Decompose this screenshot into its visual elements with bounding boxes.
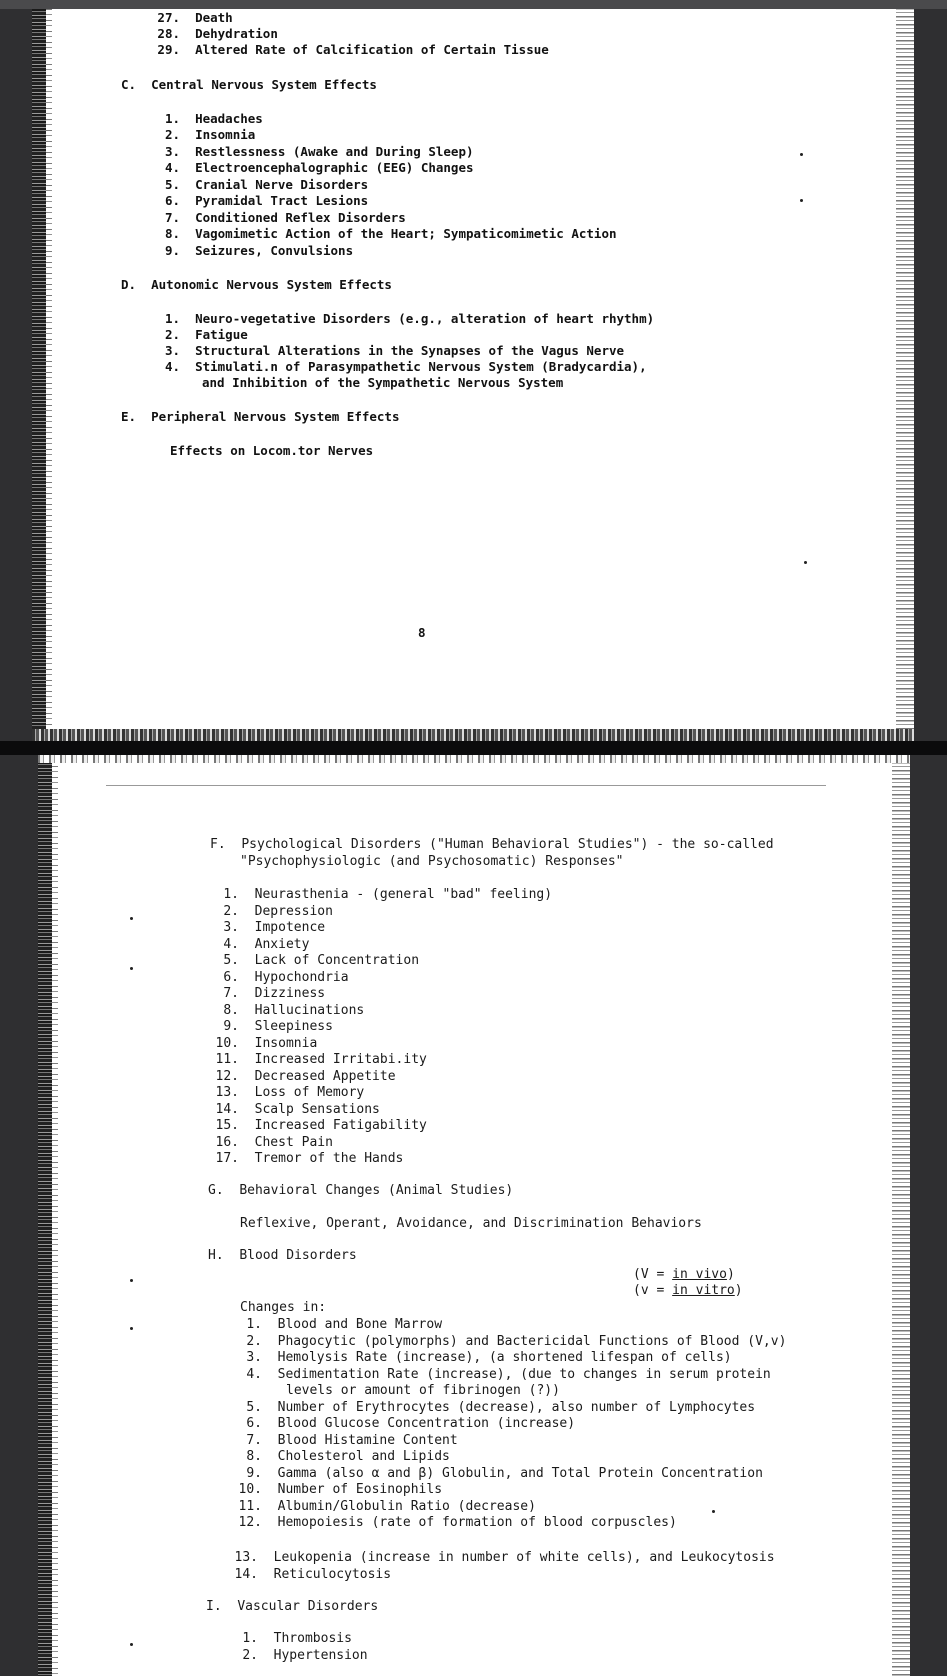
list-item-continuation: and Inhibition of the Sympathetic Nervous System (202, 375, 564, 390)
list-item: 9. Seizures, Convulsions (164, 243, 354, 258)
scan-speck (800, 199, 803, 202)
document-page-1[interactable] (32, 9, 914, 741)
scan-speck (800, 153, 803, 156)
list-item: 11. Increased Irritabi.ity (215, 1052, 427, 1067)
list-item: 16. Chest Pain (215, 1134, 333, 1150)
list-item: 27. Death (157, 10, 233, 25)
list-item: 13. Leukopenia (increase in number of white cells), and Leukocytosis (234, 1550, 775, 1565)
list-item: 4. Stimulati.n of Parasympathetic Nervous System (Bradycardia), (164, 359, 647, 374)
list-item: 2. Depression (223, 903, 333, 919)
scan-edge-bottom (32, 729, 914, 741)
section-heading-c: C. Central Nervous System Effects (121, 77, 377, 92)
scan-edge-right (896, 9, 914, 741)
list-item: 5. Cranial Nerve Disorders (164, 177, 369, 192)
page-gap (0, 741, 947, 755)
list-item: 28. Dehydration (157, 26, 278, 41)
list-item: 9. Gamma (also α and β) Globulin, and Total Protein Concentration (246, 1465, 763, 1481)
list-item: 3. Structural Alterations in the Synapses of the Vagus Nerve (164, 343, 625, 358)
list-item: 11. Albumin/Globulin Ratio (decrease) (238, 1498, 536, 1514)
list-item: 2. Fatigue (164, 327, 248, 342)
section-heading-d: D. Autonomic Nervous System Effects (121, 277, 392, 292)
scan-edge-left (38, 755, 52, 1676)
list-item: 3. Hemolysis Rate (increase), (a shortened lifespan of cells) (246, 1350, 732, 1365)
list-item: 1. Thrombosis (242, 1631, 352, 1646)
scan-edge-right (892, 755, 910, 1676)
scan-speck (130, 917, 133, 920)
scan-speck (712, 1510, 715, 1513)
list-item: 8. Hallucinations (223, 1002, 365, 1018)
list-item: 17. Tremor of the Hands (215, 1151, 404, 1166)
list-item: 3. Restlessness (Awake and During Sleep) (164, 144, 474, 159)
section-heading-g: G. Behavioral Changes (Animal Studies) (208, 1183, 514, 1198)
scan-speck (130, 1643, 133, 1646)
section-body-e: Effects on Locom.tor Nerves (170, 443, 374, 458)
list-item: 10. Insomnia (215, 1035, 318, 1051)
list-item: 4. Anxiety (223, 936, 310, 952)
list-item: 1. Headaches (164, 111, 263, 126)
list-item: 1. Neurasthenia - (general "bad" feeling) (223, 887, 553, 902)
list-item: 5. Number of Erythrocytes (decrease), also number of Lymphocytes (246, 1399, 756, 1415)
list-item: 4. Sedimentation Rate (increase), (due to changes in serum protein (246, 1366, 771, 1382)
legend-in-vivo: (V = in vivo) (633, 1267, 735, 1282)
list-item: 29. Altered Rate of Calcification of Certain Tissue (157, 42, 549, 57)
scan-rule (106, 785, 826, 786)
scan-edge-left-inner (46, 9, 52, 741)
list-item: 10. Number of Eosinophils (238, 1482, 443, 1497)
list-item: 4. Electroencephalographic (EEG) Changes (164, 160, 474, 175)
section-heading-f: F. Psychological Disorders ("Human Behavioral Studies") - the so-called (210, 837, 774, 852)
list-item: 7. Dizziness (223, 986, 326, 1001)
scan-speck (130, 1327, 133, 1330)
list-item: 14. Reticulocytosis (234, 1566, 392, 1582)
list-item: 5. Lack of Concentration (223, 953, 420, 968)
section-heading-i: I. Vascular Disorders (206, 1599, 379, 1614)
viewer-top-strip (0, 0, 947, 9)
list-item: 3. Impotence (223, 920, 326, 935)
list-item: 2. Phagocytic (polymorphs) and Bactericidal Functions of Blood (V,v) (246, 1333, 787, 1349)
section-heading-f-line2: "Psychophysiologic (and Psychosomatic) Responses" (240, 854, 624, 869)
page-number: 8 (418, 625, 426, 640)
list-item: 7. Blood Histamine Content (246, 1432, 458, 1448)
section-body-g: Reflexive, Operant, Avoidance, and Discrimination Behaviors (240, 1216, 702, 1231)
list-item: 2. Insomnia (164, 127, 256, 142)
list-item: 8. Cholesterol and Lipids (246, 1449, 450, 1464)
changes-label: Changes in: (240, 1300, 327, 1315)
scan-edge-left-inner (52, 755, 58, 1676)
list-item: 13. Loss of Memory (215, 1085, 365, 1100)
scan-speck (130, 967, 133, 970)
scan-speck (130, 1279, 133, 1282)
scan-edge-left (32, 9, 46, 741)
list-item: 7. Conditioned Reflex Disorders (164, 210, 406, 225)
list-item: 14. Scalp Sensations (215, 1101, 380, 1117)
scan-speck (804, 561, 807, 564)
list-item-continuation: levels or amount of fibrinogen (?)) (286, 1383, 560, 1398)
list-item: 1. Blood and Bone Marrow (246, 1317, 443, 1332)
list-item: 8. Vagomimetic Action of the Heart; Sympaticomimetic Action (164, 226, 617, 241)
list-item: 6. Blood Glucose Concentration (increase) (246, 1416, 576, 1431)
document-page-2[interactable] (38, 755, 910, 1676)
list-item: 12. Hemopoiesis (rate of formation of blood corpuscles) (238, 1515, 677, 1530)
list-item: 9. Sleepiness (223, 1019, 333, 1034)
scan-edge-top (38, 755, 910, 763)
list-item: 12. Decreased Appetite (215, 1068, 396, 1084)
list-item: 2. Hypertension (242, 1647, 368, 1663)
section-heading-h: H. Blood Disorders (208, 1248, 357, 1263)
list-item: 6. Pyramidal Tract Lesions (164, 193, 369, 208)
list-item: 1. Neuro-vegetative Disorders (e.g., alteration of heart rhythm) (164, 311, 655, 326)
legend-in-vitro: (v = in vitro) (633, 1283, 743, 1298)
list-item: 6. Hypochondria (223, 969, 349, 985)
list-item: 15. Increased Fatigability (215, 1118, 427, 1133)
section-heading-e: E. Peripheral Nervous System Effects (121, 409, 400, 424)
